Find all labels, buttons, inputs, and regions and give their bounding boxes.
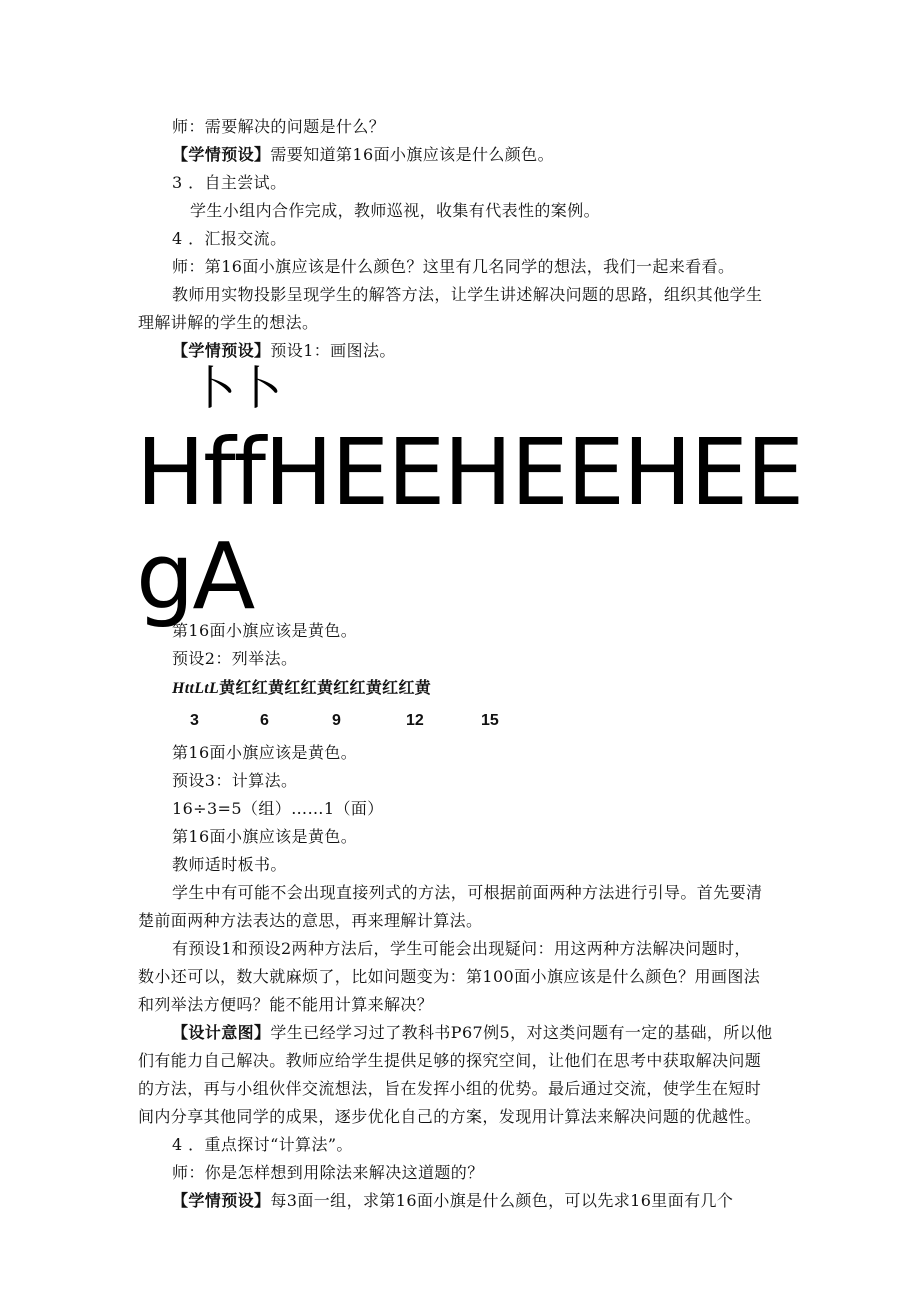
flag-count-number: 9: [332, 712, 341, 729]
preset-text: 预设1：画图法。: [270, 341, 396, 360]
section-heading-report: 4 ．汇报交流。: [172, 229, 287, 248]
flag-sequence-italic: HttLtL: [172, 680, 220, 697]
text-line-blackboard: 教师适时板书。: [172, 855, 287, 874]
text-line-question-1: 有预设1和预设2两种方法后，学生可能会出现疑问：用这两种方法解决问题时，: [172, 939, 751, 958]
figure-large-glyphs-2: gA: [136, 523, 254, 630]
text-line-projection-1: 教师用实物投影呈现学生的解答方法，让学生讲述解决问题的思路，组织其他学生: [172, 285, 763, 304]
flag-count-number: 3: [190, 712, 199, 729]
text-line-answer-yellow-1: 第16面小旗应该是黄色。: [172, 621, 358, 640]
text-line-projection-2: 理解讲解的学生的想法。: [138, 313, 319, 332]
text-line-design-intent-4: 间内分享其他同学的成果，逐步优化自己的方案，发现用计算法来解决问题的优越性。: [138, 1107, 762, 1126]
text-line-answer-yellow-3: 第16面小旗应该是黄色。: [172, 827, 358, 846]
preset-tag: 【学情预设】: [172, 341, 271, 360]
flag-count-number: 12: [406, 712, 424, 729]
text-line-preset-drawing: [172, 341, 396, 361]
flag-sequence: [172, 678, 431, 699]
preset-text: 需要知道第16面小旗应该是什么颜色。: [270, 145, 554, 164]
preset-tag: 【学情预设】: [172, 145, 271, 164]
preset-tag: 【学情预设】: [172, 1191, 271, 1210]
text-line-design-intent-2: 们有能力自己解决。教师应给学生提供足够的探究空间，让他们在思考中获取解决问题: [138, 1051, 762, 1070]
text-line-preset-listing: 预设2：列举法。: [172, 649, 298, 668]
text-line-preset-1: [172, 145, 554, 165]
design-intent-tag: 【设计意图】: [172, 1023, 271, 1042]
text-line-group-work: 学生小组内合作完成，教师巡视，收集有代表性的案例。: [190, 201, 601, 220]
section-heading-calculation: 4 ．重点探讨“计算法”。: [172, 1135, 353, 1154]
figure-large-glyphs: HffHEEHEEHEE: [136, 419, 803, 526]
figure-small-glyphs: 卜卜: [190, 361, 282, 415]
design-intent-text: 学生已经学习过了教科书P67例5，对这类问题有一定的基础，所以他: [270, 1023, 773, 1042]
text-line-preset-calculation: 预设3：计算法。: [172, 771, 298, 790]
text-line-teacher-division: 师：你是怎样想到用除法来解决这道题的？: [172, 1163, 484, 1182]
text-line-teacher-question: 师：需要解决的问题是什么？: [172, 117, 386, 136]
text-line-guidance-1: 学生中有可能不会出现直接列式的方法，可根据前面两种方法进行引导。首先要清: [172, 883, 763, 902]
preset-text: 每3面一组，求第16面小旗是什么颜色，可以先求16里面有几个: [270, 1191, 734, 1210]
text-line-guidance-2: 楚前面两种方法表达的意思，再来理解计算法。: [138, 911, 483, 930]
text-line-preset-groups: [172, 1191, 733, 1211]
section-heading-self-try: 3 ．自主尝试。: [172, 173, 287, 192]
text-line-question-2: 数小还可以，数大就麻烦了，比如问题变为：第100面小旗应该是什么颜色？用画图法: [138, 967, 761, 986]
text-line-design-intent-1: [172, 1023, 773, 1043]
text-line-division-expression: 16÷3=5（组）……1（面）: [172, 799, 384, 818]
text-line-question-3: 和列举法方便吗？能不能用计算来解决？: [138, 995, 434, 1014]
flag-count-number: 6: [260, 712, 269, 729]
text-line-answer-yellow-2: 第16面小旗应该是黄色。: [172, 743, 358, 762]
text-line-teacher-16th-flag: 师：第16面小旗应该是什么颜色？这里有几名同学的想法，我们一起来看看。: [172, 257, 735, 276]
flag-sequence-colors: 黄红红黄红红黄红红黄红红黄: [219, 678, 432, 697]
flag-count-number: 15: [481, 712, 499, 729]
text-line-design-intent-3: 的方法，再与小组伙伴交流想法，旨在发挥小组的优势。最后通过交流，使学生在短时: [138, 1079, 762, 1098]
